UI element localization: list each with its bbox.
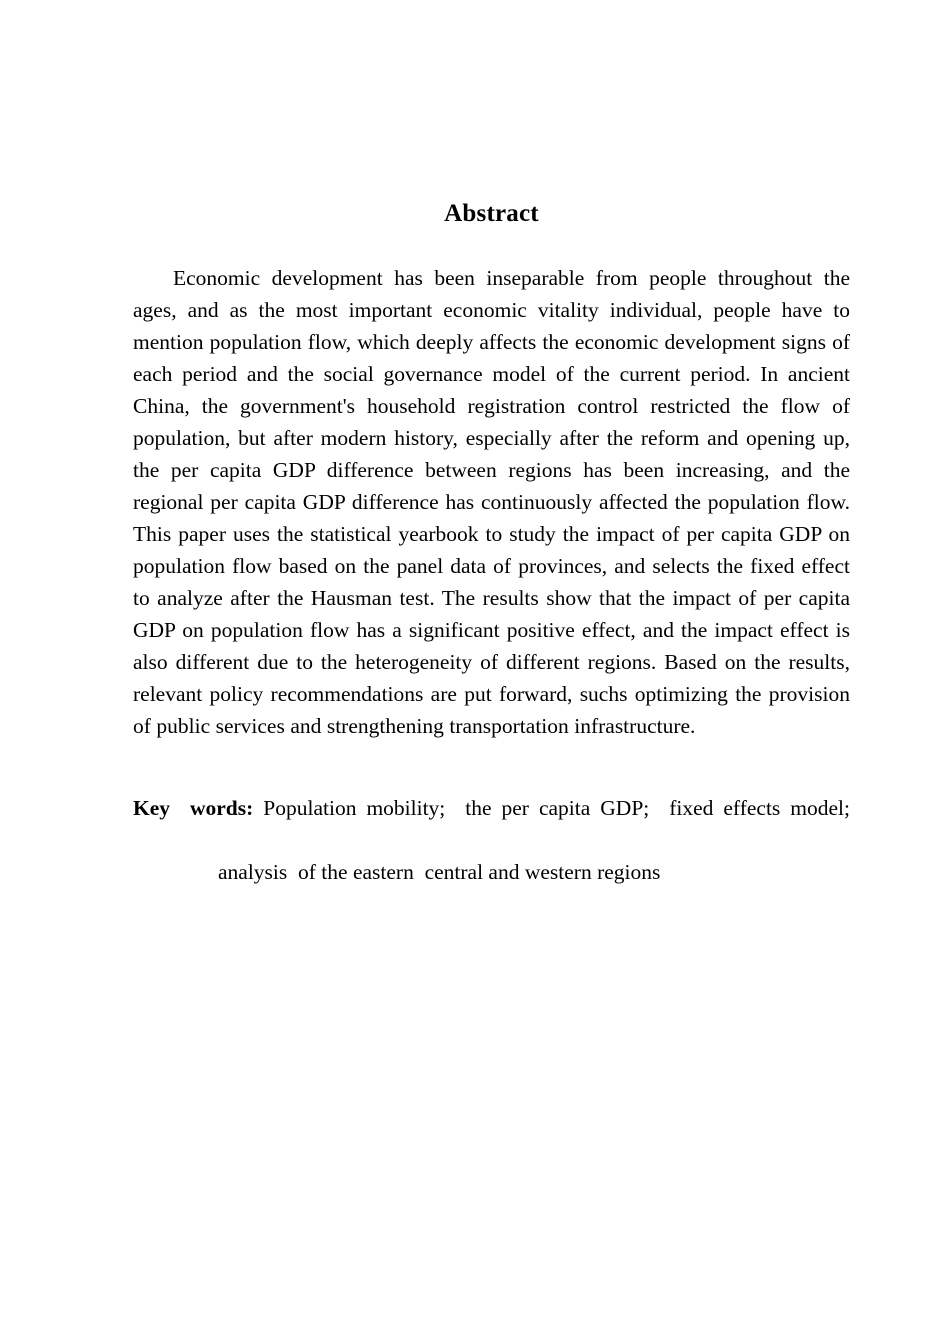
keywords-line-secondary: analysis of the eastern central and western regions	[218, 860, 661, 884]
keywords-section	[133, 742, 850, 888]
page-content	[133, 0, 850, 888]
abstract-paragraph: Economic development has been inseparable from people throughout the ages, and as the most important economic vitality individual, people have to mention population flow, which deeply affects the economic development signs of each period and the social governance model of the current period. In ancient China, the government's household registration control restricted the flow of population, but after modern history, especially after the reform and opening up, the per capita GDP difference between regions has been increasing, and the regional per capita GDP difference has continuously affected the population flow. This paper uses the statistical yearbook to study the impact of per capita GDP on population flow based on the panel data of provinces, and selects the fixed effect to analyze after the Hausman test. The results show that the impact of per capita GDP on population flow has a significant positive effect, and the impact effect is also different due to the heterogeneity of different regions. Based on the results, relevant policy recommendations are put forward, suchs optimizing the provision of public services and strengthening transportation infrastructure.	[133, 266, 850, 738]
keywords-label: Key words:	[133, 796, 254, 820]
keywords-line-primary	[133, 792, 850, 856]
page-title: Abstract	[444, 200, 539, 227]
keywords-values: Population mobility; the per capita GDP; fixed effects model;	[253, 796, 850, 820]
